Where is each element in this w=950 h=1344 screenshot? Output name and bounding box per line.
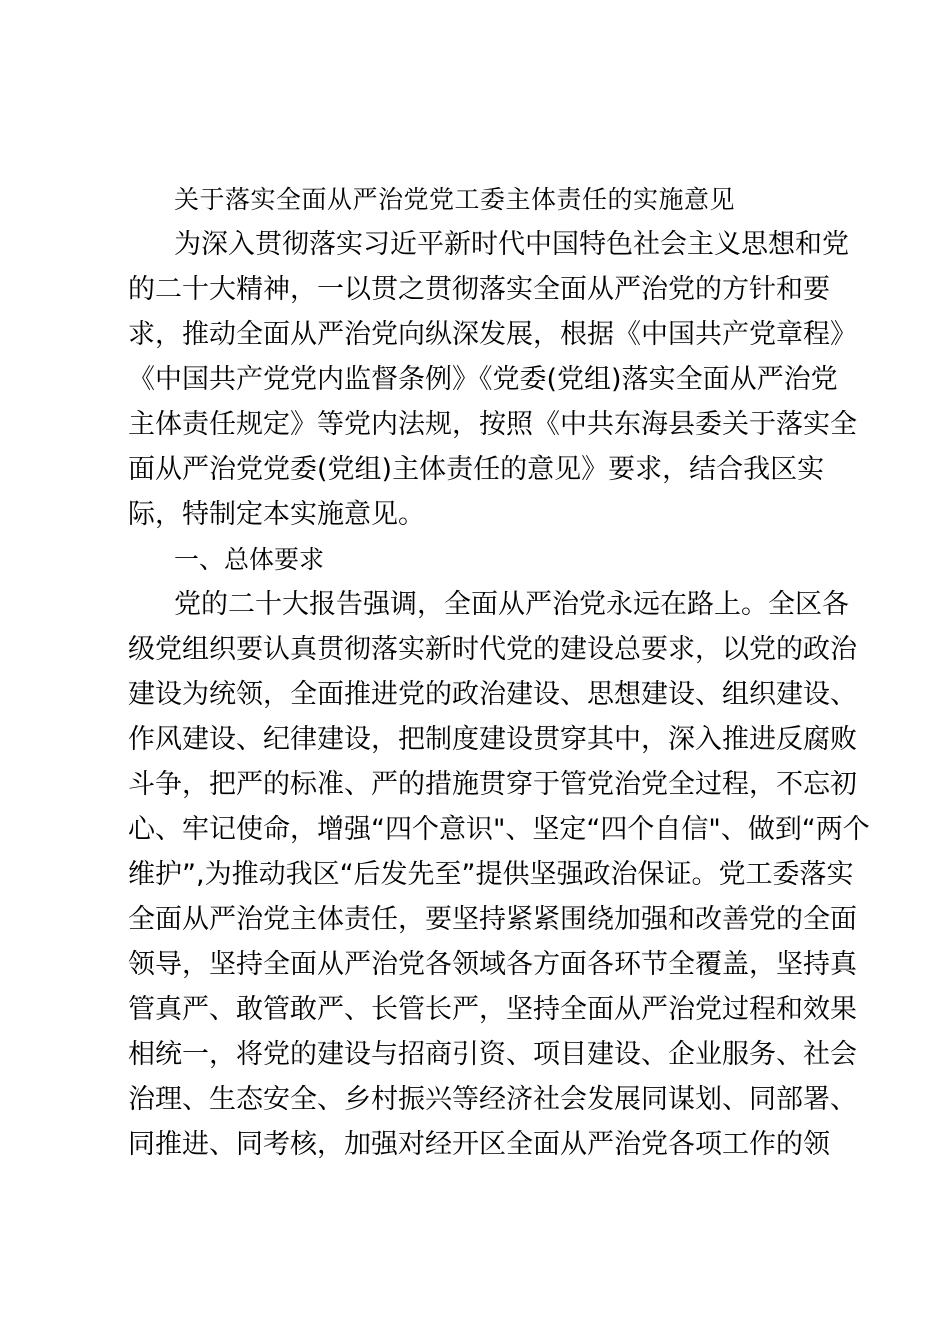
section-line: 作风建设、纪律建设，把制度建设贯穿其中，深入推进反腐败 [128, 724, 857, 755]
section-line: 党的二十大报告强调，全面从严治党永远在路上。全区各 [174, 589, 849, 620]
section-line: 同推进、同考核，加强对经开区全面从严治党各项工作的领 [128, 1129, 830, 1160]
section-line: 相统一，将党的建设与招商引资、项目建设、企业服务、社会 [128, 1039, 857, 1070]
section-line: 维护”,为推动我区“后发先至”提供坚强政治保证。党工委落实 [128, 859, 854, 890]
section-line: 级党组织要认真贯彻落实新时代党的建设总要求，以党的政治 [128, 634, 857, 665]
intro-line: 面从严治党党委(党组)主体责任的意见》要求，结合我区实 [128, 454, 825, 485]
document-title: 关于落实全面从严治党党工委主体责任的实施意见 [174, 185, 736, 214]
intro-line: 际，特制定本实施意见。 [128, 499, 425, 530]
section-heading: 一、总体要求 [174, 545, 325, 574]
intro-line: 为深入贯彻落实习近平新时代中国特色社会主义思想和党 [174, 229, 849, 260]
section-line: 领导，坚持全面从严治党各领域各方面各环节全覆盖，坚持真 [128, 949, 857, 980]
section-line: 斗争，把严的标准、严的措施贯穿于管党治党全过程，不忘初 [128, 769, 857, 800]
section-line: 全面从严治党主体责任，要坚持紧紧围绕加强和改善党的全面 [128, 904, 857, 935]
section-line: 心、牢记使命，增强“四个意识"、坚定“四个自信"、做到“两个 [128, 814, 870, 845]
intro-line: 求，推动全面从严治党向纵深发展，根据《中国共产党章程》 [128, 319, 857, 350]
intro-line: 的二十大精神，一以贯之贯彻落实全面从严治党的方针和要 [128, 274, 830, 305]
section-line: 治理、生态安全、乡村振兴等经济社会发展同谋划、同部署、 [128, 1084, 857, 1115]
section-line: 管真严、敢管敢严、长管长严，坚持全面从严治党过程和效果 [128, 994, 857, 1025]
intro-line: 《中国共产党党内监督条例》《党委(党组)落实全面从严治党 [128, 364, 838, 395]
intro-line: 主体责任规定》等党内法规，按照《中共东海县委关于落实全 [128, 409, 857, 440]
section-line: 建设为统领，全面推进党的政治建设、思想建设、组织建设、 [128, 679, 857, 710]
